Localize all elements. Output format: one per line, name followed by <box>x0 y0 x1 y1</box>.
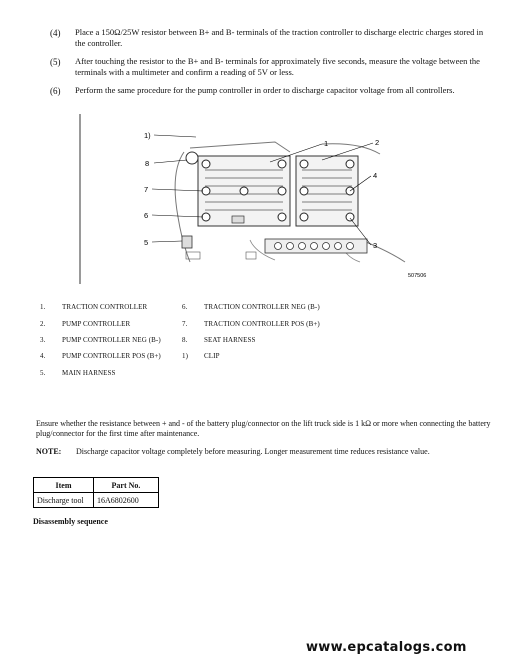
section-heading: Disassembly sequence <box>33 517 108 526</box>
legend-label-4: PUMP CONTROLLER POS (B+) <box>62 352 161 360</box>
table-header-row <box>34 478 159 493</box>
callout-8: 8 <box>145 159 150 168</box>
note-label: NOTE: <box>36 447 62 456</box>
legend-num-7: 7. <box>182 320 188 328</box>
step-4-number: (4) <box>50 28 61 38</box>
step-5-number: (5) <box>50 57 61 67</box>
watermark: www.epcatalogs.com <box>306 640 467 655</box>
table-header-part-no: Part No. <box>94 478 159 493</box>
callout-6: 6 <box>144 211 149 220</box>
table-row <box>34 493 159 508</box>
callout-4: 4 <box>373 171 378 180</box>
table-cell-item: Discharge tool <box>34 493 94 508</box>
table-cell-part-no: 16A6802600 <box>94 493 159 508</box>
legend-num-3: 3. <box>40 336 46 344</box>
legend-label-1: TRACTION CONTROLLER <box>62 303 148 311</box>
legend-num-clip: 1) <box>182 352 189 360</box>
legend-label-5: MAIN HARNESS <box>62 369 116 377</box>
callout-3: 3 <box>373 241 378 250</box>
resistance-paragraph: Ensure whether the resistance between + and - of the battery plug/connector on the lift truck side is 1 kΩ or more when connecting the battery plug/connector for the first time after maintenance. <box>36 419 491 438</box>
callout-7: 7 <box>144 185 149 194</box>
step-5-text: After touching the resistor to the B+ and B- terminals for approximately five seconds, measure the voltage between the terminals with a multimeter and confirm a reading of 5V or less. <box>75 56 480 77</box>
legend-num-6: 6. <box>182 303 188 311</box>
callout-1: 1 <box>324 139 329 148</box>
parts-table <box>33 477 159 508</box>
legend-label-6: TRACTION CONTROLLER NEG (B-) <box>204 303 320 311</box>
legend-label-clip: CLIP <box>204 352 220 360</box>
step-6-number: (6) <box>50 86 61 96</box>
legend-num-4: 4. <box>40 352 46 360</box>
callout-2: 2 <box>375 138 380 147</box>
legend-num-5: 5. <box>40 369 46 377</box>
step-6-text: Perform the same procedure for the pump controller in order to discharge capacitor voltage from all controllers. <box>75 85 455 95</box>
figure-code: 507506 <box>408 273 427 279</box>
legend-num-1: 1. <box>40 303 46 311</box>
controller-figure <box>60 112 450 287</box>
table-header-item: Item <box>34 478 94 493</box>
step-4-text: Place a 150Ω/25W resistor between B+ and B- terminals of the traction controller to discharge electric charges stored in the controller. <box>75 27 484 48</box>
legend-label-7: TRACTION CONTROLLER POS (B+) <box>204 320 320 328</box>
legend-label-8: SEAT HARNESS <box>204 336 256 344</box>
legend-label-3: PUMP CONTROLLER NEG (B-) <box>62 336 161 344</box>
legend-num-8: 8. <box>182 336 188 344</box>
callout-1-clip: 1) <box>144 131 151 140</box>
callout-5: 5 <box>144 238 149 247</box>
note-text: Discharge capacitor voltage completely before measuring. Longer measurement time reduces resistance value. <box>76 447 430 456</box>
legend-num-2: 2. <box>40 320 46 328</box>
legend-label-2: PUMP CONTROLLER <box>62 320 131 328</box>
